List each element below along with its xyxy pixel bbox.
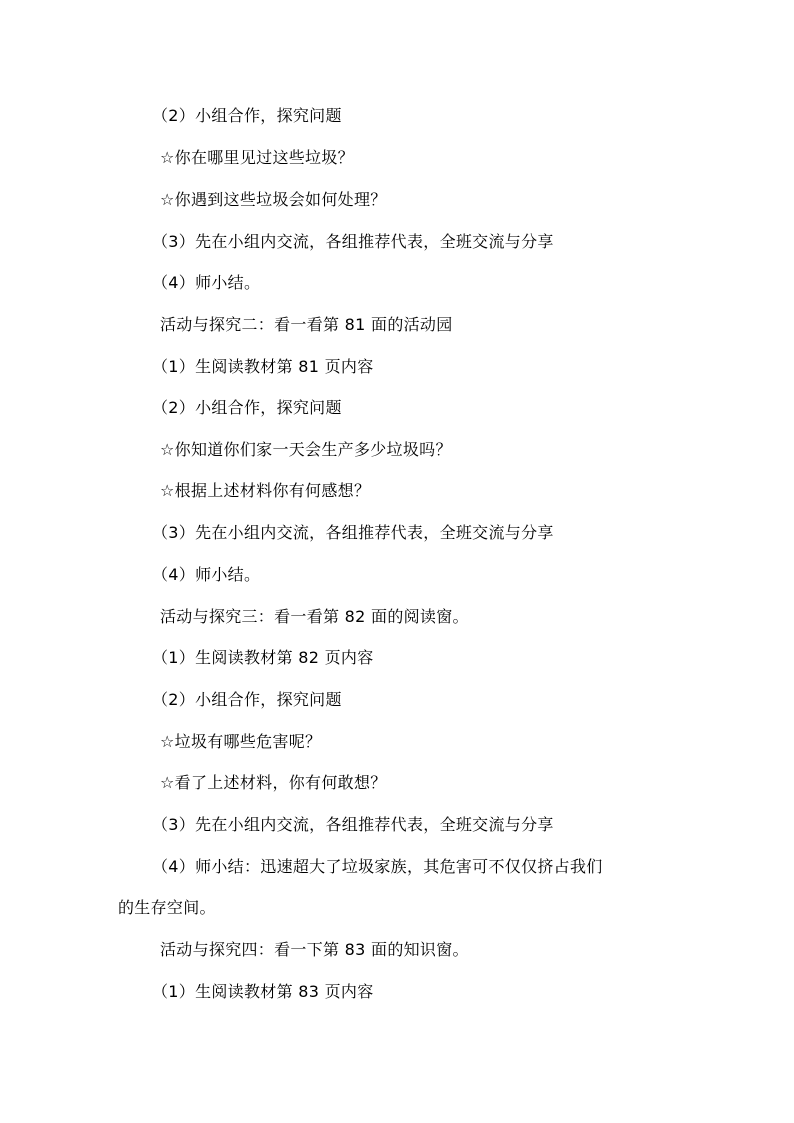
text-line: （1）生阅读教材第 83 页内容 [152, 982, 374, 1001]
section-heading: 活动与探究二：看一看第 81 面的活动园 [160, 315, 453, 334]
section-heading: 活动与探究四：看一下第 83 面的知识窗。 [160, 940, 469, 959]
text-line: （2）小组合作，探究问题 [152, 398, 342, 417]
text-line: （3）先在小组内交流，各组推荐代表，全班交流与分享 [152, 523, 554, 542]
text-line: （2）小组合作，探究问题 [152, 690, 342, 709]
text-line: ☆垃圾有哪些危害呢？ [160, 732, 322, 751]
text-line: ☆根据上述材料你有何感想？ [160, 481, 371, 500]
text-line: ☆你遇到这些垃圾会如何处理？ [160, 190, 387, 209]
text-line: （1）生阅读教材第 81 页内容 [152, 357, 374, 376]
text-line: （1）生阅读教材第 82 页内容 [152, 648, 374, 667]
text-line: 的生存空间。 [118, 898, 216, 917]
section-heading: 活动与探究三：看一看第 82 面的阅读窗。 [160, 607, 469, 626]
text-line: （2）小组合作，探究问题 [152, 106, 342, 125]
text-line: ☆看了上述材料，你有何敢想？ [160, 773, 387, 792]
text-line: （4）师小结：迅速超大了垃圾家族，其危害可不仅仅挤占我们 [152, 857, 603, 876]
text-line: （3）先在小组内交流，各组推荐代表，全班交流与分享 [152, 232, 554, 251]
text-line: ☆你在哪里见过这些垃圾？ [160, 148, 354, 167]
text-line: （4）师小结。 [152, 273, 261, 292]
text-line: （4）师小结。 [152, 565, 261, 584]
text-line: ☆你知道你们家一天会生产多少垃圾吗？ [160, 440, 452, 459]
text-line: （3）先在小组内交流，各组推荐代表，全班交流与分享 [152, 815, 554, 834]
